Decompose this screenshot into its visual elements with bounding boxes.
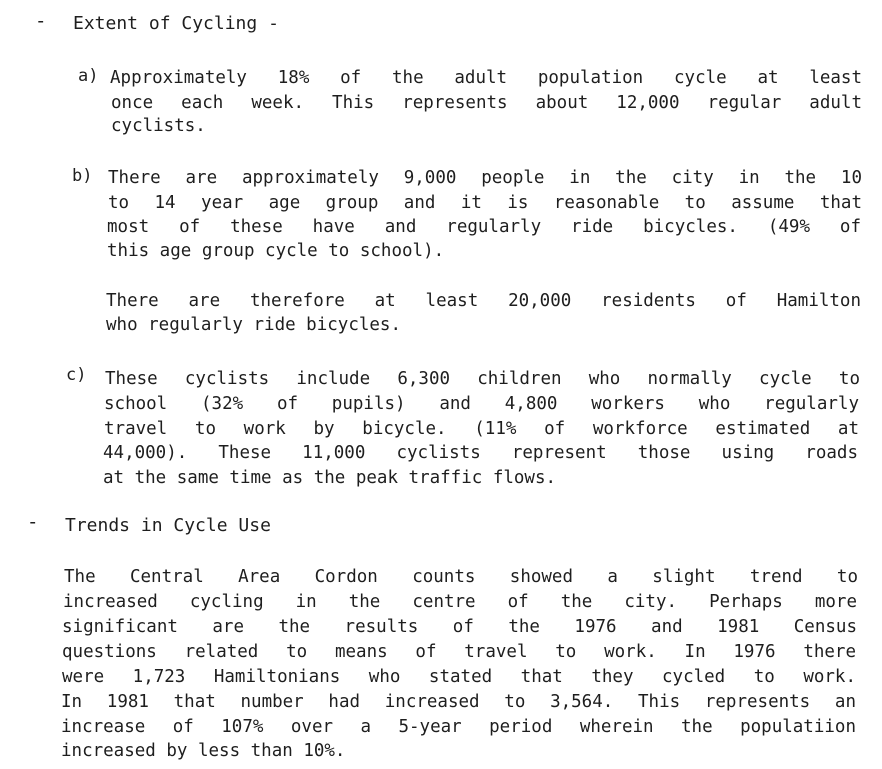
text-line: were 1,723 Hamiltonians who stated that they cycled to work.: [62, 667, 856, 687]
text-line: school (32% of pupils) and 4,800 workers who regularly: [104, 394, 859, 414]
text-line: who regularly ride bicycles.: [106, 315, 402, 335]
section-dash: -: [35, 10, 47, 32]
section-heading-trends: Trends in Cycle Use: [65, 515, 271, 536]
text-line: These cyclists include 6,300 children who normally cycle to: [105, 369, 860, 389]
text-line: most of these have and regularly ride bicycles. (49% of: [107, 217, 861, 237]
text-line: In 1981 that number had increased to 3,564. This represents an: [61, 692, 856, 712]
section-dash: -: [27, 511, 39, 533]
text-line: Approximately 18% of the adult population cycle at least: [110, 68, 862, 88]
text-line: significant are the results of the 1976 and 1981 Census: [62, 617, 857, 637]
text-line: 44,000). These 11,000 cyclists represent those using roads: [103, 443, 858, 463]
text-line: increased by less than 10%.: [61, 741, 346, 761]
item-marker-b: b): [72, 166, 93, 186]
text-line: increased cycling in the centre of the city. Perhaps more: [63, 592, 857, 612]
text-line: increase of 107% over a 5-year period wherein the populatiion: [61, 717, 856, 737]
text-line: once each week. This represents about 12,000 regular adult: [111, 93, 862, 113]
text-line: questions related to means of travel to work. In 1976 there: [62, 642, 856, 662]
text-line: There are therefore at least 20,000 residents of Hamilton: [106, 291, 861, 311]
text-line: There are approximately 9,000 people in the city in the 10: [108, 168, 862, 188]
item-marker-c: c): [66, 365, 87, 385]
item-marker-a: a): [78, 66, 99, 86]
text-line: The Central Area Cordon counts showed a slight trend to: [64, 567, 858, 587]
text-line: cyclists.: [111, 116, 206, 136]
text-line: this age group cycle to school).: [107, 241, 445, 261]
text-line: at the same time as the peak traffic flows.: [103, 468, 557, 488]
text-line: travel to work by bicycle. (11% of workforce estimated at: [104, 419, 859, 439]
section-heading-extent: Extent of Cycling -: [73, 13, 279, 34]
text-line: to 14 year age group and it is reasonable to assume that: [108, 193, 862, 213]
